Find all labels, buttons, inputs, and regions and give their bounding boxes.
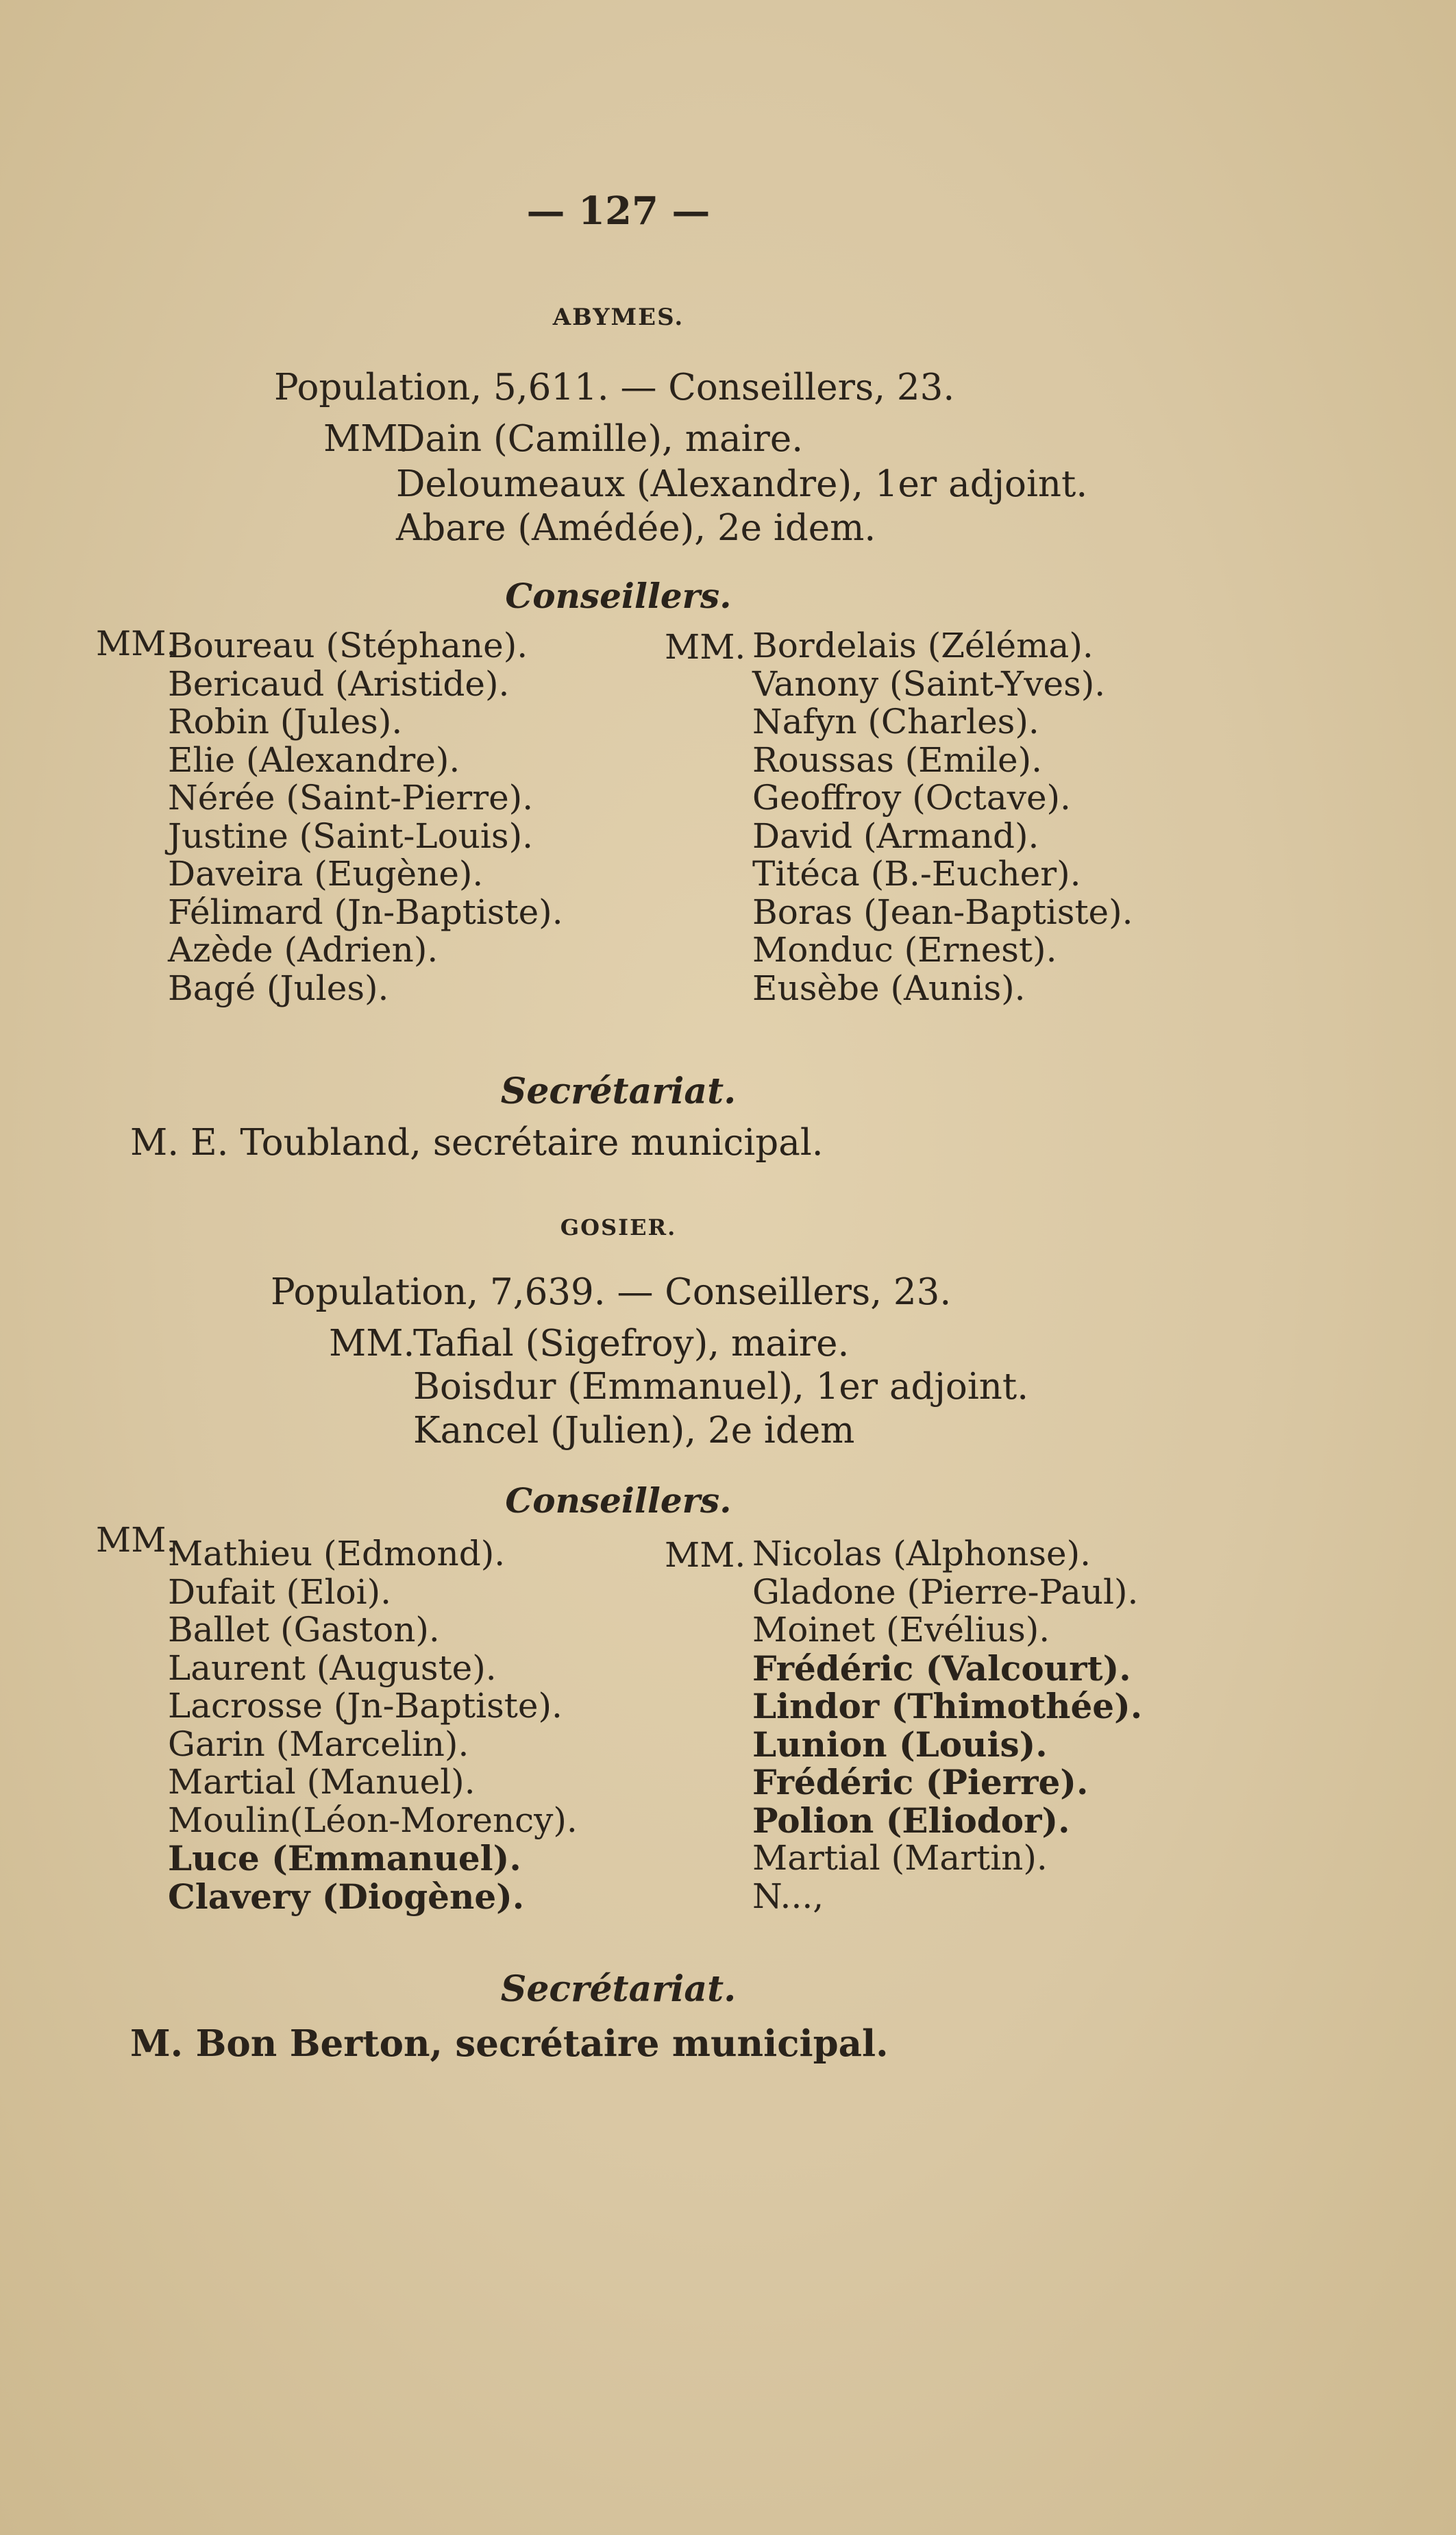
officer-line: Deloumeaux (Alexandre), 1er adjoint. <box>396 463 1088 505</box>
councillor-name: Geoffroy (Octave). <box>752 778 1071 818</box>
councillor-name: Luce (Emmanuel). <box>168 1838 521 1878</box>
councillor-name: Azède (Adrien). <box>168 930 439 970</box>
councillors-right-abymes <box>752 627 1133 1007</box>
councillor-name: Polion (Eliodor). <box>752 1800 1070 1841</box>
councillor-name: Bagé (Jules). <box>168 968 389 1008</box>
councillor-name: Ballet (Gaston). <box>168 1610 440 1650</box>
councillor-name: Laurent (Auguste). <box>168 1648 497 1688</box>
councillor-name: Frédéric (Valcourt). <box>752 1648 1131 1689</box>
town-heading-gosier: GOSIER. <box>560 1214 677 1240</box>
officers-prefix-abymes: MM. <box>323 418 410 460</box>
councillor-name: Dufait (Eloi). <box>168 1571 392 1612</box>
councillors-right-gosier <box>752 1535 1142 1915</box>
councillor-name: Eusèbe (Aunis). <box>752 968 1026 1008</box>
councillor-name: Lacrosse (Jn-Baptiste). <box>168 1686 563 1726</box>
town-heading-abymes: ABYMES. <box>552 304 684 331</box>
councillors-heading-abymes: Conseillers. <box>505 576 732 616</box>
councillor-name: Bericaud (Aristide). <box>168 663 510 704</box>
councillor-name: Martial (Martin). <box>752 1838 1048 1878</box>
councillor-name: Nérée (Saint-Pierre). <box>168 778 534 818</box>
mm-left-gosier: MM. <box>96 1520 177 1560</box>
secretariat-heading-gosier: Secrétariat. <box>500 1968 737 2010</box>
councillor-name: Clavery (Diogène). <box>168 1876 525 1917</box>
councillor-name: Boureau (Stéphane). <box>168 626 528 665</box>
councillor-name: Mathieu (Edmond). <box>168 1534 506 1573</box>
councillor-name: Roussas (Emile). <box>752 739 1043 780</box>
secretary-line-abymes: M. E. Toubland, secrétaire municipal. <box>130 1122 824 1164</box>
officers-prefix-gosier: MM. <box>329 1323 415 1364</box>
page-number: — 127 — <box>526 188 711 234</box>
councillor-name: Nafyn (Charles). <box>752 702 1039 742</box>
councillors-left-gosier <box>168 1535 578 1915</box>
councillor-name: Elie (Alexandre). <box>168 739 460 780</box>
officer-line: Dain (Camille), maire. <box>396 418 804 460</box>
councillor-name: Monduc (Ernest). <box>752 930 1057 970</box>
population-line-gosier: Population, 7,639. — Conseillers, 23. <box>271 1271 952 1313</box>
councillor-name: Lindor (Thimothée). <box>752 1686 1143 1726</box>
secretary-line-gosier: M. Bon Berton, secrétaire municipal. <box>130 2022 889 2065</box>
secretariat-heading-abymes: Secrétariat. <box>500 1070 737 1112</box>
councillor-name: Vanony (Saint-Yves). <box>752 663 1106 704</box>
councillor-name: Bordelais (Zéléma). <box>752 626 1094 665</box>
councillor-name: Lunion (Louis). <box>752 1724 1048 1765</box>
officer-line: Abare (Amédée), 2e idem. <box>396 507 876 549</box>
councillor-name: David (Armand). <box>752 816 1039 856</box>
councillors-left-abymes <box>168 627 563 1007</box>
population-line-abymes: Population, 5,611. — Conseillers, 23. <box>274 367 955 408</box>
mm-right-gosier: MM. <box>665 1535 746 1575</box>
councillor-name: Garin (Marcelin). <box>168 1724 469 1764</box>
councillor-name: Moulin(Léon-Morency). <box>168 1800 578 1840</box>
councillor-name: Moinet (Evélius). <box>752 1610 1050 1650</box>
councillor-name: N..., <box>752 1876 824 1916</box>
councillor-name: Félimard (Jn-Baptiste). <box>168 892 563 932</box>
officer-line: Kancel (Julien), 2e idem <box>413 1410 855 1452</box>
councillor-name: Daveira (Eugène). <box>168 854 484 894</box>
officer-line: Tafial (Sigefroy), maire. <box>413 1323 850 1364</box>
councillor-name: Titéca (B.-Eucher). <box>752 854 1081 894</box>
officer-line: Boisdur (Emmanuel), 1er adjoint. <box>413 1366 1029 1408</box>
councillor-name: Nicolas (Alphonse). <box>752 1534 1091 1573</box>
councillor-name: Frédéric (Pierre). <box>752 1762 1089 1802</box>
councillors-heading-gosier: Conseillers. <box>505 1480 732 1521</box>
councillor-name: Boras (Jean-Baptiste). <box>752 892 1133 932</box>
councillor-name: Justine (Saint-Louis). <box>168 816 533 856</box>
councillor-name: Gladone (Pierre-Paul). <box>752 1571 1139 1612</box>
councillor-name: Robin (Jules). <box>168 702 403 742</box>
mm-left-abymes: MM. <box>96 624 177 663</box>
councillor-name: Martial (Manuel). <box>168 1762 476 1802</box>
mm-right-abymes: MM. <box>665 627 746 667</box>
